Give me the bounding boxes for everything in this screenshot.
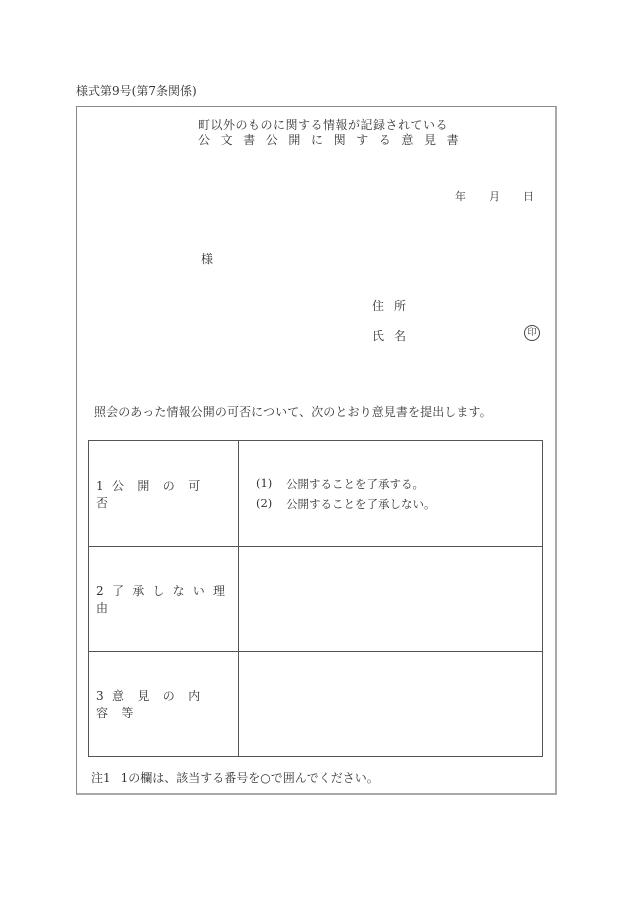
footnote-label: 注1: [91, 771, 111, 785]
reason-input-area[interactable]: [239, 547, 543, 652]
row-label-text: 公開の可否: [96, 478, 214, 510]
row-label-disclosure: [89, 441, 239, 547]
disclosure-choices[interactable]: [239, 441, 543, 547]
table-row-opinion: [89, 652, 543, 757]
row-label-reason: [89, 547, 239, 652]
date-field[interactable]: [455, 188, 534, 204]
choice-reject[interactable]: [256, 496, 542, 512]
row-label-opinion: [89, 652, 239, 757]
footnote-text: 1の欄は、該当する番号を○で囲んでください。: [120, 771, 379, 785]
footnote: [91, 769, 379, 786]
choice-approve[interactable]: [256, 476, 542, 492]
intro-text: 照会のあった情報公開の可否について、次のとおり意見書を提出します。: [94, 405, 492, 419]
addressee-suffix: 様: [201, 252, 214, 266]
row-label-text: 了承しない理由: [96, 584, 234, 615]
row-number: 2: [96, 584, 104, 598]
row-number: 1: [96, 478, 104, 493]
table-row-disclosure: [89, 441, 543, 547]
opinion-input-area[interactable]: [239, 652, 543, 757]
address-label: 住所: [372, 299, 417, 313]
choice-number: (2): [256, 495, 273, 510]
name-label: 氏名: [372, 329, 417, 343]
day-label: 日: [523, 190, 534, 203]
form-title-line2: 公文書公開に関する意見書: [198, 133, 470, 147]
seal-icon: 印: [524, 325, 540, 341]
table-row-reason: [89, 547, 543, 652]
choice-text: 公開することを了承しない。: [286, 496, 436, 511]
opinion-table: [88, 440, 543, 757]
row-number: 3: [96, 689, 104, 703]
month-label: 月: [489, 190, 500, 203]
year-label: 年: [455, 190, 466, 203]
form-title-line1: 町以外のものに関する情報が記録されている: [198, 118, 449, 132]
form-number-label: 様式第9号(第7条関係): [76, 84, 197, 98]
row-label-text: 意見の内容等: [96, 689, 214, 720]
choice-number: (1): [256, 475, 273, 490]
choice-text: 公開することを了承する。: [286, 476, 424, 491]
